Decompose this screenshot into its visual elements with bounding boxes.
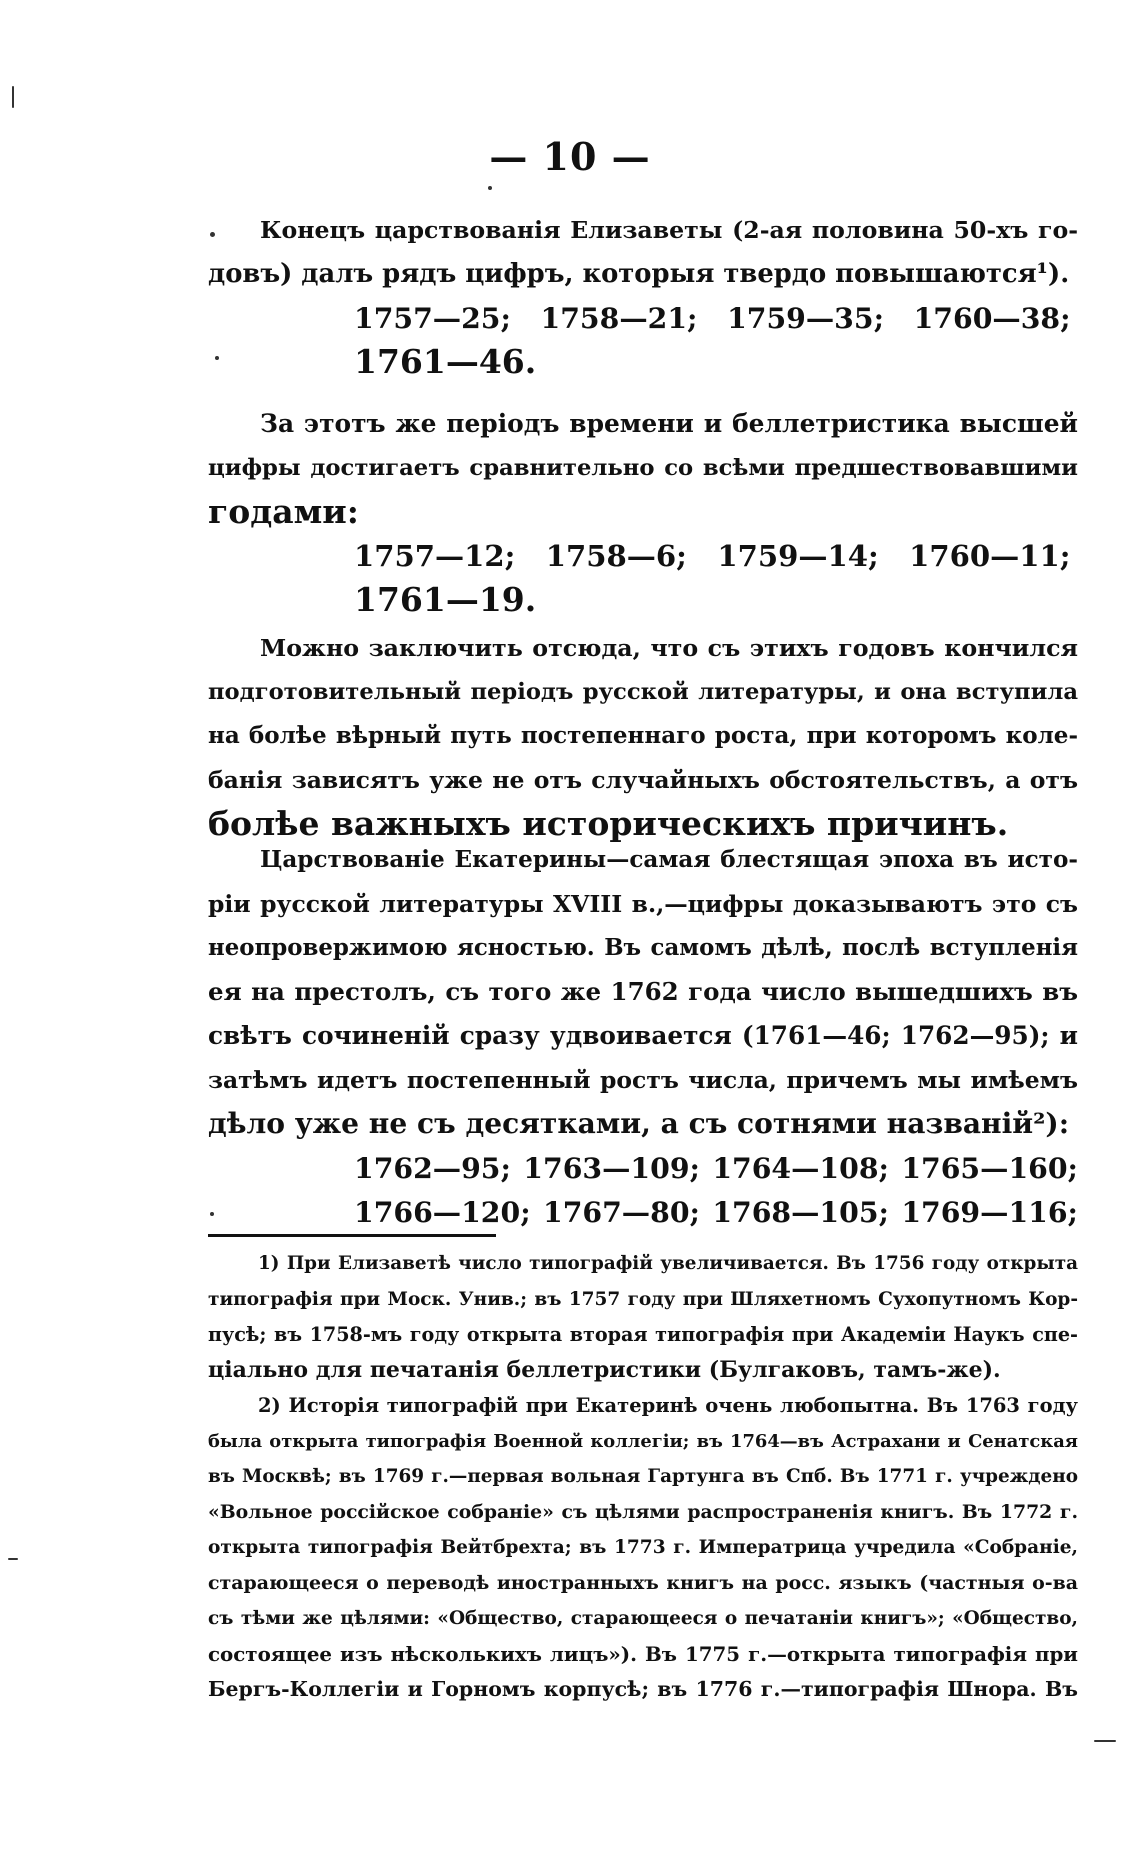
footnote-line: 1) При Елизаветѣ число типографій увеличивается. Въ 1756 году открыта [258,1253,1078,1274]
number-series: 1766—120; 1767—80; 1768—105; 1769—116; [354,1195,1078,1229]
scan-speck [488,186,492,190]
paragraph-line: подготовительный періодъ русской литературы, и она вступила [208,679,1078,705]
paragraph-line: болѣе важныхъ историческихъ причинъ. [208,804,1009,843]
number-series: 1757—12; 1758—6; 1759—14; 1760—11; [354,539,1071,573]
paragraph-line: ріи русской литературы XVIII в.,—цифры доказываютъ это съ [208,890,1078,918]
number-series: 1761—46. [354,342,537,381]
footnote-line: старающееся о переводѣ иностранныхъ книгъ на росс. языкъ (частныя о-ва [208,1571,1078,1594]
scan-speck [215,356,219,360]
footnote-line: 2) Исторія типографій при Екатеринѣ очень любопытна. Въ 1763 году [258,1394,1078,1417]
footnote-line: состоящее изъ нѣсколькихъ лицъ»). Въ 1775 г.—открыта типографія при [208,1641,1078,1666]
scan-mark [1094,1740,1116,1742]
footnote-line: съ тѣми же цѣлями: «Общество, старающееся о печатаніи книгъ»; «Общество, [208,1608,1078,1629]
paragraph-line: За этотъ же періодъ времени и беллетристика высшей [260,409,1078,438]
paragraph-line: банія зависятъ уже не отъ случайныхъ обстоятельствъ, а отъ [208,766,1078,794]
paragraph-2 [208,402,1078,622]
paragraph-line: годами: [208,492,359,531]
paragraph-line: неопровержимою ясностью. Въ самомъ дѣлѣ, послѣ вступленія [208,935,1078,961]
paragraph-1 [208,208,1078,384]
footnote-line: «Вольное россійское собраніе» съ цѣлями распространенія книгъ. Въ 1772 г. [208,1500,1078,1523]
page-number: — 10 — [489,134,651,179]
paragraph-line: Царствованіе Екатерины—самая блестящая эпоха въ исто- [260,846,1078,873]
footnote-1 [208,1246,1078,1388]
footnote-line: въ Москвѣ; въ 1769 г.—первая вольная Гартунга въ Спб. Въ 1771 г. учреждено [208,1466,1078,1487]
footnote-line: пусѣ; въ 1758-мъ году открыта вторая типографія при Академіи Наукъ спе- [208,1323,1078,1346]
scan-speck [210,1212,214,1216]
footnote-line: открыта типографія Вейтбрехта; въ 1773 г. Императрица учредила «Собраніе, [208,1537,1078,1558]
footnote-line: Бергъ-Коллегіи и Горномъ корпусѣ; въ 1776 г.—типографія Шнора. Въ [208,1677,1078,1701]
paragraph-line: свѣтъ сочиненій сразу удвоивается (1761—46; 1762—95); и [208,1021,1078,1050]
paragraph-line: затѣмъ идетъ постепенный ростъ числа, причемъ мы имѣемъ [208,1066,1078,1094]
paragraph-line: довъ) далъ рядъ цифръ, которыя твердо повышаются¹). [208,259,1070,289]
scan-speck [210,232,215,237]
paragraph-line: Можно заключить отсюда, что съ этихъ годовъ кончился [260,634,1078,662]
number-series: 1757—25; 1758—21; 1759—35; 1760—38; [354,301,1071,335]
number-series: 1762—95; 1763—109; 1764—108; 1765—160; [354,1151,1078,1185]
paragraph-line: дѣло уже не съ десятками, а съ сотнями названій²): [208,1107,1070,1140]
paragraph-line: цифры достигаетъ сравнительно со всѣми предшествовавшими [208,455,1078,481]
footnote-divider [208,1234,496,1237]
scan-mark [8,1558,18,1560]
paragraph-3 [208,626,1078,846]
paragraph-line: ея на престолъ, съ того же 1762 года число вышедшихъ въ [208,977,1078,1006]
footnote-line: типографія при Моск. Унив.; въ 1757 году при Шляхетномъ Сухопутномъ Кор- [208,1288,1078,1310]
footnote-line: ціально для печатанія беллетристики (Булгаковъ, тамъ-же). [208,1356,1001,1383]
paragraph-4 [208,838,1078,1234]
scan-mark [12,86,14,108]
footnote-2 [208,1388,1078,1708]
paragraph-line: Конецъ царствованія Елизаветы (2-ая половина 50-хъ го- [260,216,1078,244]
number-series: 1761—19. [354,580,537,619]
footnote-line: была открыта типографія Военной коллегіи; въ 1764—въ Астрахани и Сенатская [208,1430,1078,1452]
paragraph-line: на болѣе вѣрный путь постепеннаго роста, при которомъ коле- [208,722,1078,749]
